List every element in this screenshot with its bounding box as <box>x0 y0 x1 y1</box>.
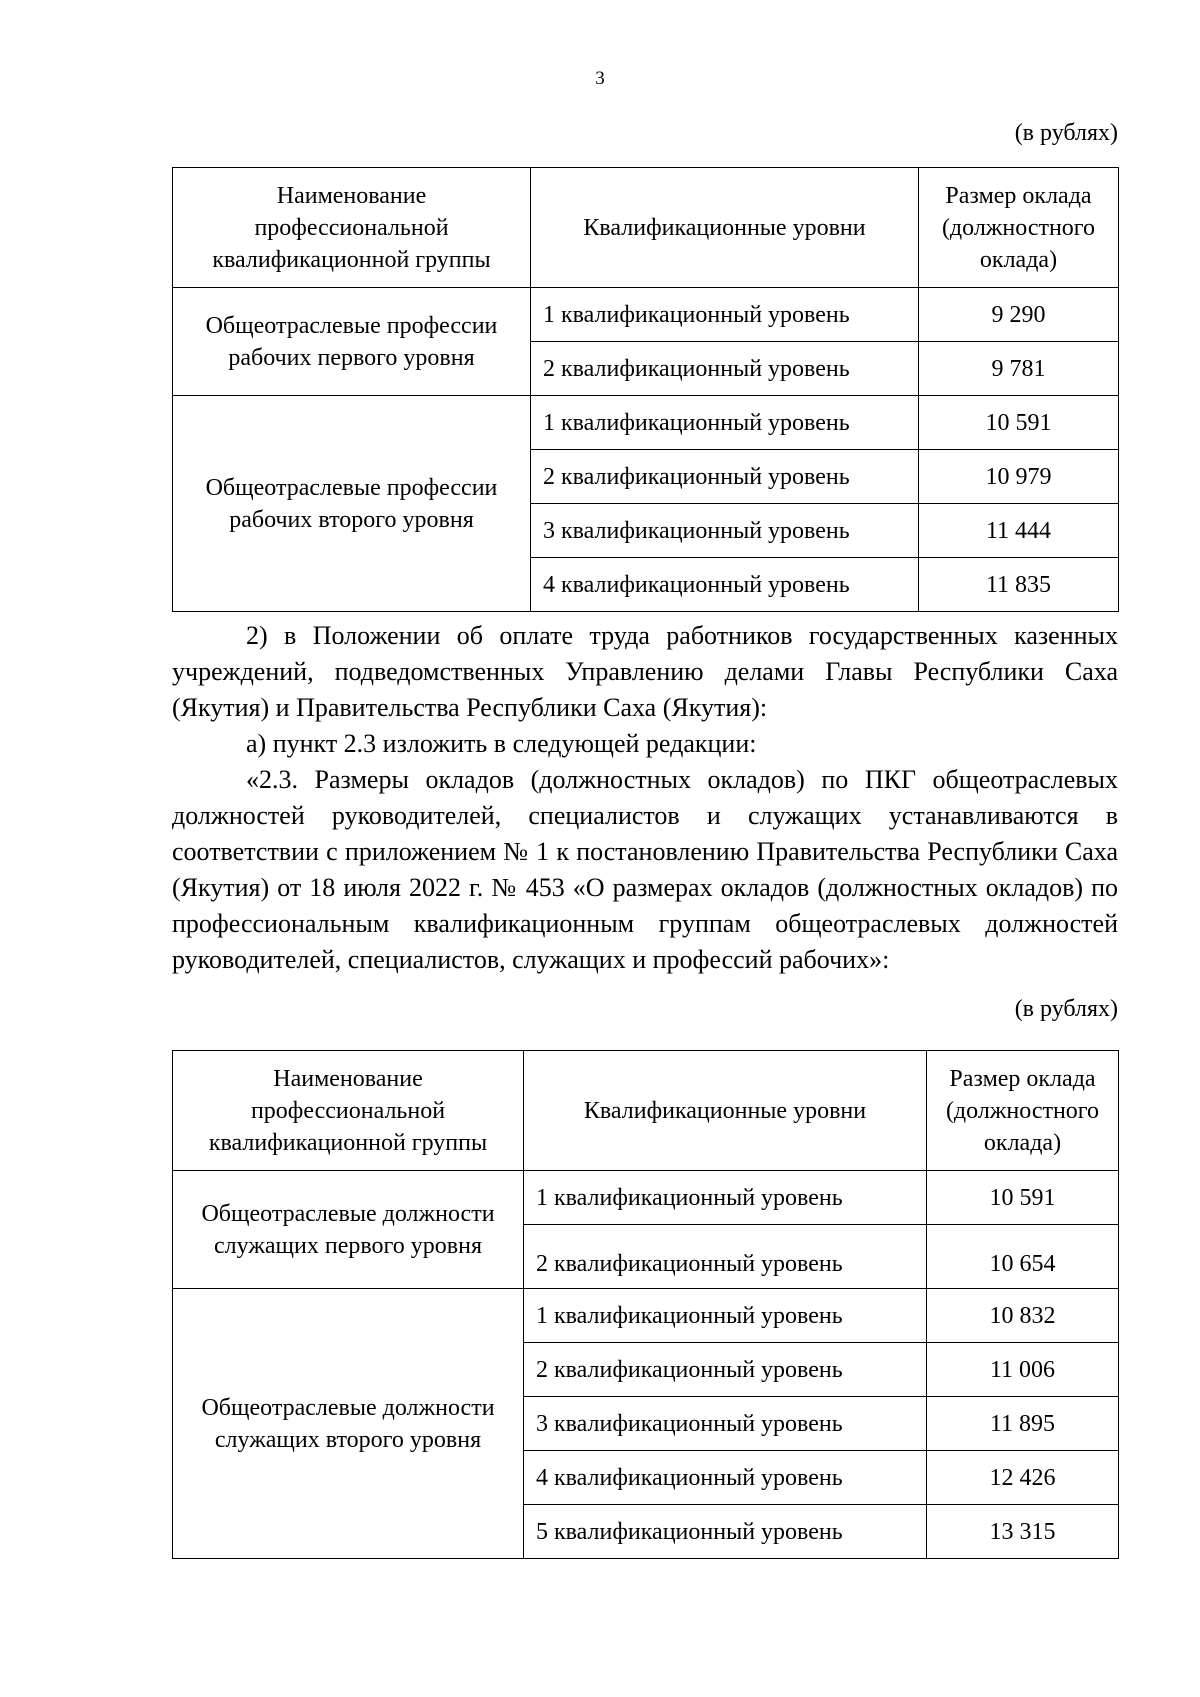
table-row <box>173 288 1119 342</box>
level-cell: 2 квалификационный уровень <box>524 1225 927 1289</box>
level-cell: 3 квалификационный уровень <box>524 1397 927 1451</box>
salary-cell: 9 781 <box>919 342 1119 396</box>
paragraph: 2) в Положении об оплате труда работников государственных казенных учреждений, подведомственных Управлению делами Главы Республики Саха (Якутия) и Правительства Республики Саха (Якутия): <box>172 621 1118 722</box>
level-cell: 2 квалификационный уровень <box>524 1343 927 1397</box>
salary-cell: 10 832 <box>927 1289 1119 1343</box>
table-row <box>173 396 1119 450</box>
group-name: Общеотраслевые должности служащих второго уровня <box>173 1289 524 1559</box>
unit-label: (в рублях) <box>1014 120 1118 146</box>
salary-cell: 9 290 <box>919 288 1119 342</box>
header-group: Наименование профессиональной квалификационной группы <box>173 1051 524 1171</box>
level-cell: 1 квалификационный уровень <box>524 1171 927 1225</box>
salary-table-employees <box>172 1050 1119 1559</box>
salary-cell: 13 315 <box>927 1505 1119 1559</box>
salary-cell: 11 444 <box>919 504 1119 558</box>
group-name: Общеотраслевые профессии рабочих второго уровня <box>173 396 531 612</box>
salary-table-workers <box>172 167 1119 612</box>
table-header-row <box>173 1051 1119 1171</box>
level-cell: 1 квалификационный уровень <box>531 288 919 342</box>
level-cell: 3 квалификационный уровень <box>531 504 919 558</box>
header-group: Наименование профессиональной квалификационной группы <box>173 168 531 288</box>
salary-cell: 10 591 <box>927 1171 1119 1225</box>
page-number: 3 <box>595 68 605 89</box>
header-levels: Квалификационные уровни <box>524 1051 927 1171</box>
table-row <box>173 1289 1119 1343</box>
salary-cell: 11 006 <box>927 1343 1119 1397</box>
header-levels: Квалификационные уровни <box>531 168 919 288</box>
salary-cell: 12 426 <box>927 1451 1119 1505</box>
level-cell: 4 квалификационный уровень <box>524 1451 927 1505</box>
salary-cell: 10 591 <box>919 396 1119 450</box>
header-salary: Размер оклада (должностного оклада) <box>919 168 1119 288</box>
body-text <box>172 618 1118 978</box>
level-cell: 4 квалификационный уровень <box>531 558 919 612</box>
header-salary: Размер оклада (должностного оклада) <box>927 1051 1119 1171</box>
level-cell: 2 квалификационный уровень <box>531 450 919 504</box>
paragraph: а) пункт 2.3 изложить в следующей редакции: <box>246 729 757 758</box>
salary-cell: 10 979 <box>919 450 1119 504</box>
level-cell: 2 квалификационный уровень <box>531 342 919 396</box>
salary-cell: 10 654 <box>927 1225 1119 1289</box>
level-cell: 5 квалификационный уровень <box>524 1505 927 1559</box>
table-row <box>173 1171 1119 1225</box>
group-name: Общеотраслевые должности служащих первого уровня <box>173 1171 524 1289</box>
level-cell: 1 квалификационный уровень <box>531 396 919 450</box>
salary-cell: 11 835 <box>919 558 1119 612</box>
level-cell: 1 квалификационный уровень <box>524 1289 927 1343</box>
salary-cell: 11 895 <box>927 1397 1119 1451</box>
group-name: Общеотраслевые профессии рабочих первого уровня <box>173 288 531 396</box>
paragraph: «2.3. Размеры окладов (должностных окладов) по ПКГ общеотраслевых должностей руководителей, специалистов и служащих устанавливаются в соответствии с приложением № 1 к постановлению Правительства Республики Саха (Якутия) от 18 июля 2022 г. № 453 «О размерах окладов (должностных окладов) по профессиональным квалификационным группам общеотраслевых должностей руководителей, специалистов, служащих и профессий рабочих»: <box>172 765 1118 974</box>
table-header-row <box>173 168 1119 288</box>
unit-label: (в рублях) <box>1014 996 1118 1022</box>
